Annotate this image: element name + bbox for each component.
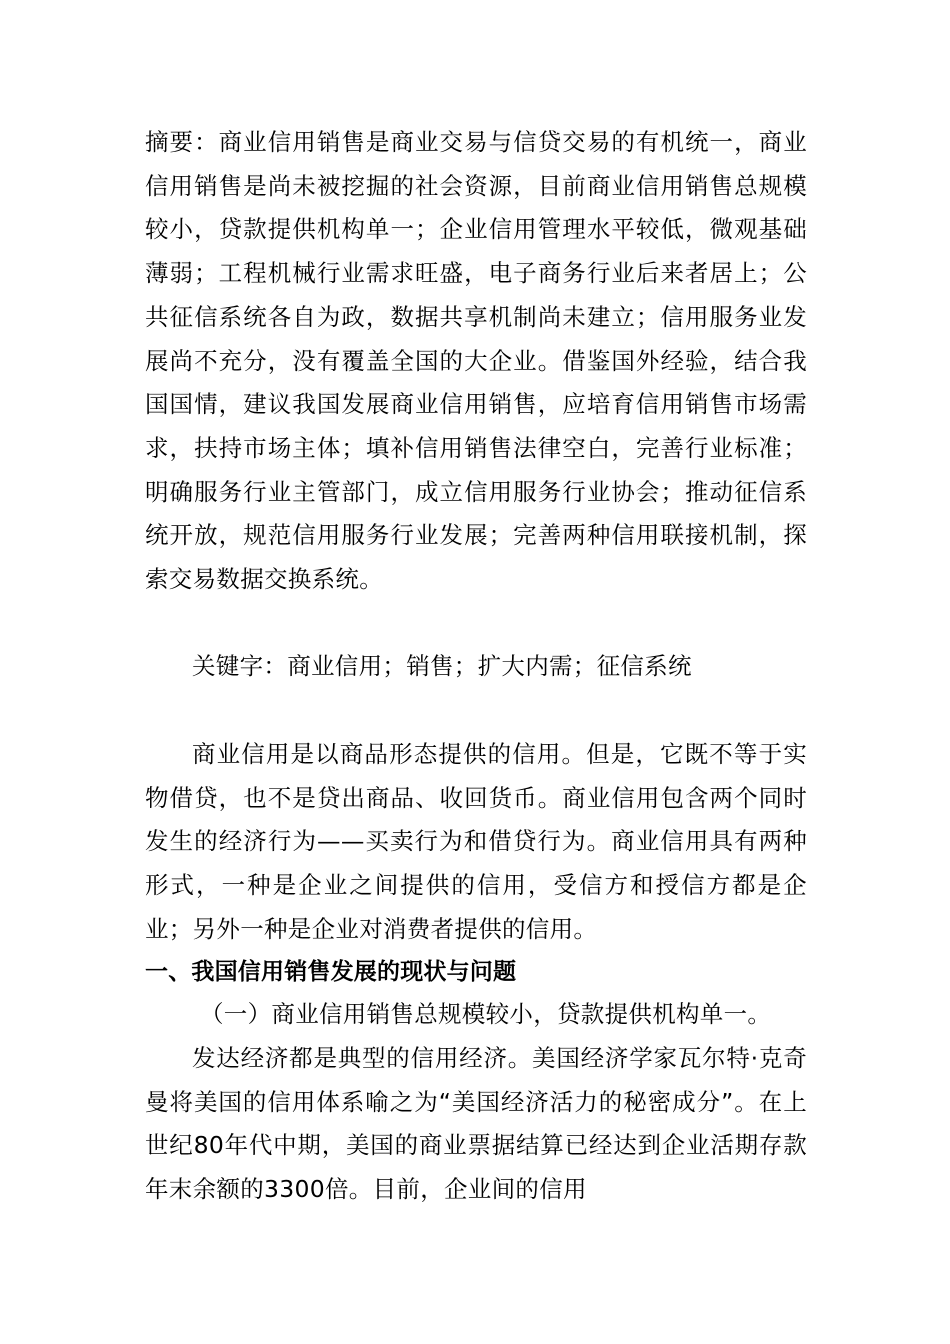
subsection-heading: （一）商业信用销售总规模较小，贷款提供机构单一。 [200,1000,772,1028]
body-paragraph: 发达经济都是典型的信用经济。美国经济学家瓦尔特·克奇曼将美国的信用体系喻之为“美国经济活力的秘密成分”。在上世纪80年代中期，美国的商业票据结算已经达到企业活期存款年末余额的3300倍。目前，企业间的信用 [145,1044,807,1204]
keywords-line: 关键字：商业信用；销售；扩大内需；征信系统 [192,652,692,680]
abstract-paragraph: 摘要：商业信用销售是商业交易与信贷交易的有机统一，商业信用销售是尚未被挖掘的社会资源，目前商业信用销售总规模较小，贷款提供机构单一；企业信用管理水平较低，微观基础薄弱；工程机械行业需求旺盛，电子商务行业后来者居上；公共征信系统各自为政，数据共享机制尚未建立；信用服务业发展尚不充分，没有覆盖全国的大企业。借鉴国外经验，结合我国国情，建议我国发展商业信用销售，应培育信用销售市场需求，扶持市场主体；填补信用销售法律空白，完善行业标准；明确服务行业主管部门，成立信用服务行业协会；推动征信系统开放，规范信用服务行业发展；完善两种信用联接机制，探索交易数据交换系统。 [145,128,807,594]
section-heading: 一、我国信用销售发展的现状与问题 [145,959,517,985]
intro-paragraph: 商业信用是以商品形态提供的信用。但是，它既不等于实物借贷，也不是贷出商品、收回货币。商业信用包含两个同时发生的经济行为——买卖行为和借贷行为。商业信用具有两种形式，一种是企业之间提供的信用，受信方和授信方都是企业；另外一种是企业对消费者提供的信用。 [145,740,807,943]
